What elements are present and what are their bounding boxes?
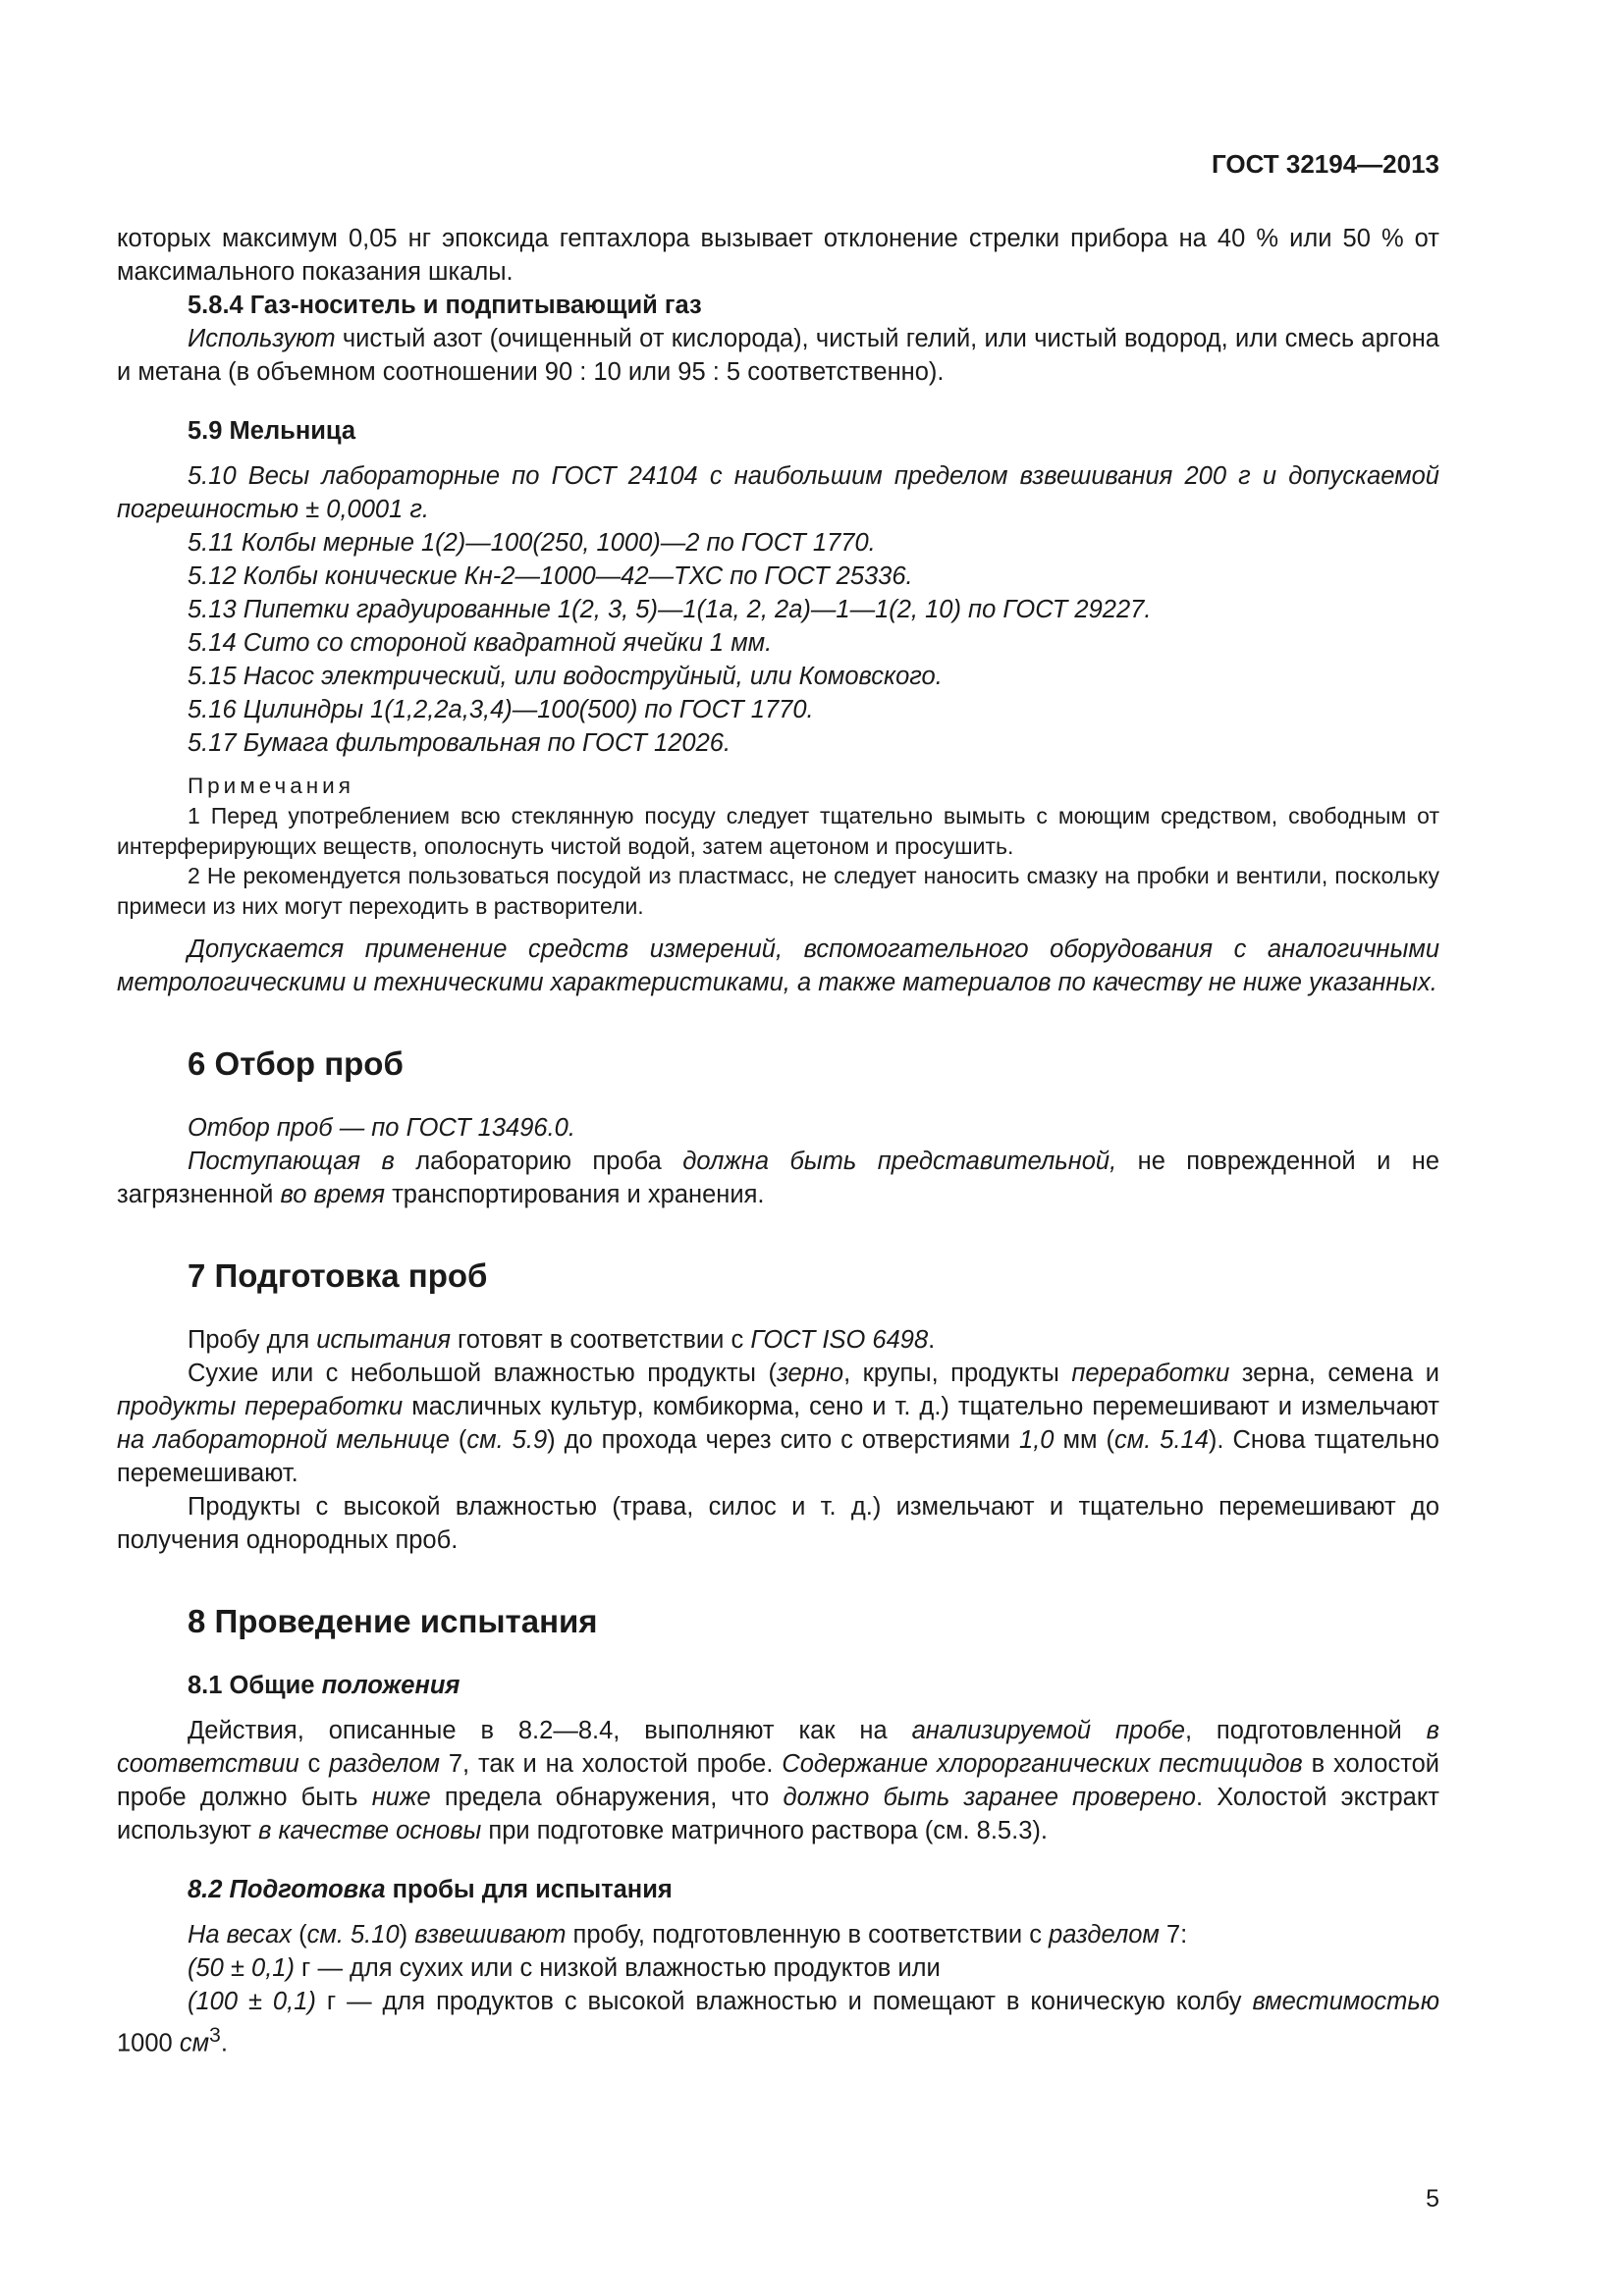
paragraph-5-8-4: Используют чистый азот (очищенный от кислорода), чистый гелий, или чистый водород, или смесь аргона и метана (в объемном соотношении 90 : 10 или 95 : 5 соответственно). [117, 325, 1439, 386]
page-content [117, 222, 1439, 2060]
standard-code-header: ГОСТ 32194—2013 [1212, 149, 1439, 179]
section-8-2-paragraph-1: На весах (см. 5.10) взвешивают пробу, подготовленную в соответствии с разделом 7: [188, 1921, 1188, 1949]
allowance-paragraph: Допускается применение средств измерений, вспомогательного оборудования с аналогичными метрологическими и техническими характеристиками, а также материалов по качеству не ниже указанных. [117, 935, 1439, 996]
section-8-1-paragraph: Действия, описанные в 8.2—8.4, выполняют как на анализируемой пробе, подготовленной в соответствии с разделом 7, так и на холостой пробе. Содержание хлорорганических пестицидов в холостой пробе должно быть ниже предела обнаружения, что должно быть заранее проверено. Холостой экстракт используют в качестве основы при подготовке матричного раствора (см. 8.5.3). [117, 1717, 1440, 1844]
page-number: 5 [1426, 2185, 1439, 2213]
note-2: 2 Не рекомендуется пользоваться посудой из пластмасс, не следует наносить смазку на пробки и вентили, поскольку примеси из них могут переходить в растворители. [117, 863, 1439, 919]
section-7-paragraph-2: Сухие или с небольшой влажностью продукты (зерно, крупы, продукты переработки зерна, семена и продукты переработки масличных культур, комбикорма, сено и т. д.) тщательно перемешивают и измельчают на лабораторной мельнице (см. 5.9) до прохода через сито с отверстиями 1,0 мм (см. 5.14). Снова тщательно перемешивают. [117, 1360, 1439, 1487]
subsection-8-2-title: 8.2 Подготовка пробы для испытания [188, 1876, 673, 1903]
subsection-5-8-4-title: 5.8.4 Газ-носитель и подпитывающий газ [188, 292, 702, 319]
list-item: 5.16 Цилиндры 1(1,2,2а,3,4)—100(500) по ГОСТ 1770. [188, 696, 814, 723]
subsection-5-9-title: 5.9 Мельница [188, 417, 356, 445]
note-1: 1 Перед употреблением всю стеклянную посуду следует тщательно вымыть с моющим средством, свободным от интерферирующих веществ, ополоснуть чистой водой, затем ацетоном и просушить. [117, 803, 1439, 859]
section-7-title: 7 Подготовка проб [188, 1257, 488, 1294]
section-8-2-paragraph-2: (50 ± 0,1) г — для сухих или с низкой влажностью продуктов или [188, 1954, 941, 1982]
list-item: 5.13 Пипетки градуированные 1(2, 3, 5)—1(1а, 2, 2а)—1—1(2, 10) по ГОСТ 29227. [188, 596, 1152, 623]
continuation-paragraph: которых максимум 0,05 нг эпоксида гептахлора вызывает отклонение стрелки прибора на 40 % или 50 % от максимального показания шкалы. [117, 225, 1439, 286]
subsection-8-1-title: 8.1 Общие положения [188, 1672, 460, 1699]
list-item: 5.10 Весы лабораторные по ГОСТ 24104 с наибольшим пределом взвешивания 200 г и допускаемой погрешностью ± 0,0001 г. [117, 462, 1439, 523]
section-8-2-paragraph-3: (100 ± 0,1) г — для продуктов с высокой влажностью и помещают в коническую колбу вместимостью 1000 $см^3$. [117, 1988, 1439, 2057]
section-6-paragraph-1: Отбор проб — по ГОСТ 13496.0. [188, 1114, 575, 1142]
section-6-paragraph-2: Поступающая в лабораторию проба должна быть представительной, не поврежденной и не загрязненной во время транспортирования и хранения. [117, 1148, 1440, 1208]
section-7-paragraph-1: Пробу для испытания готовят в соответствии с ГОСТ ISO 6498. [188, 1326, 936, 1354]
list-item: 5.17 Бумага фильтровальная по ГОСТ 12026. [188, 729, 731, 757]
list-item: 5.14 Сито со стороной квадратной ячейки 1 мм. [188, 629, 773, 657]
notes-title: Примечания [188, 774, 354, 798]
section-8-title: 8 Проведение испытания [188, 1603, 598, 1639]
section-7-paragraph-3: Продукты с высокой влажностью (трава, силос и т. д.) измельчают и тщательно перемешивают до получения однородных проб. [117, 1493, 1439, 1554]
section-6-title: 6 Отбор проб [188, 1045, 404, 1082]
list-item: 5.15 Насос электрический, или водоструйный, или Комовского. [188, 663, 943, 690]
list-item: 5.12 Колбы конические Кн-2—1000—42—ТХС по ГОСТ 25336. [188, 562, 913, 590]
list-item: 5.11 Колбы мерные 1(2)—100(250, 1000)—2 по ГОСТ 1770. [188, 529, 876, 557]
